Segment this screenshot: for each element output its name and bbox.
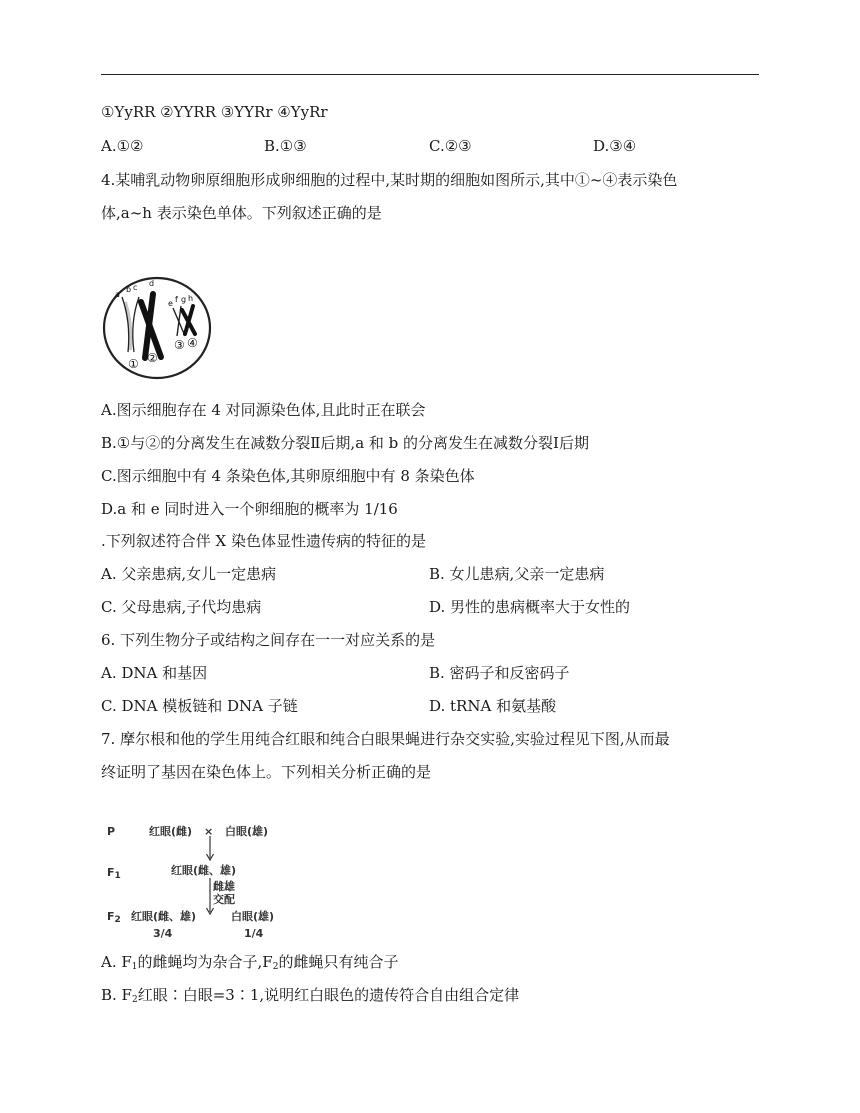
q4-option-a: A.图示细胞存在 4 对同源染色体,且此时正在联会 bbox=[101, 401, 426, 419]
chromosome-label-1: ① bbox=[128, 357, 139, 371]
f2-red-ratio: 3/4 bbox=[153, 927, 173, 940]
generation-f1-label: $F_1$ bbox=[107, 866, 121, 881]
meiosis-cell-figure bbox=[101, 272, 213, 384]
chromatid-label-h: h bbox=[188, 294, 194, 303]
generation-f2-label: $F_2$ bbox=[107, 910, 121, 925]
f2-white-phenotype: 白眼(雄) bbox=[231, 910, 275, 923]
q7-option-b: B. $F_2$红眼∶白眼=3∶1,说明红白眼色的遗传符合自由组合定律 bbox=[101, 986, 520, 1005]
q4-stem-line1: 4.某哺乳动物卵原细胞形成卵细胞的过程中,某时期的细胞如图所示,其中①~④表示染色 bbox=[101, 171, 678, 189]
q6-stem: 6. 下列生物分子或结构之间存在一一对应关系的是 bbox=[101, 631, 436, 649]
chromatid-label-e: e bbox=[168, 299, 173, 308]
q5-stem: .下列叙述符合伴 X 染色体显性遗传病的特征的是 bbox=[101, 532, 426, 550]
q6-option-d: D. tRNA 和氨基酸 bbox=[429, 697, 557, 715]
p-female-phenotype: 红眼(雌) bbox=[149, 825, 193, 838]
chromatid-label-g: g bbox=[181, 295, 187, 304]
cross-diagram bbox=[101, 818, 301, 943]
q5-option-d: D. 男性的患病概率大于女性的 bbox=[429, 598, 631, 616]
q3-option-c: C.②③ bbox=[429, 137, 472, 155]
q4-option-c: C.图示细胞中有 4 条染色体,其卵原细胞中有 8 条染色体 bbox=[101, 467, 475, 485]
q7-stem-line1: 7. 摩尔根和他的学生用纯合红眼和纯合白眼果蝇进行杂交实验,实验过程见下图,从而最 bbox=[101, 730, 670, 748]
mating-label-line2: 交配 bbox=[213, 893, 235, 906]
down-arrow-icon bbox=[203, 836, 217, 916]
mating-label-line1: 雌雄 bbox=[213, 880, 235, 893]
f2-white-ratio: 1/4 bbox=[244, 927, 264, 940]
q4-option-d: D.a 和 e 同时进入一个卵细胞的概率为 1/16 bbox=[101, 500, 398, 518]
q3-option-a: A.①② bbox=[101, 137, 144, 155]
f1-phenotype: 红眼(雌、雄) bbox=[171, 864, 237, 877]
chromatid-label-a: a bbox=[115, 290, 120, 299]
chromosome-label-3: ③ bbox=[174, 338, 185, 352]
q6-option-b: B. 密码子和反密码子 bbox=[429, 664, 570, 682]
q3-option-d: D.③④ bbox=[593, 137, 637, 155]
chromatid-label-d: d bbox=[149, 279, 155, 288]
q5-option-a: A. 父亲患病,女儿一定患病 bbox=[101, 565, 277, 583]
q6-option-a: A. DNA 和基因 bbox=[101, 664, 208, 682]
q4-stem-line2: 体,a~h 表示染色单体。下列叙述正确的是 bbox=[101, 204, 382, 222]
chromosome-label-4: ④ bbox=[187, 336, 198, 350]
chromatid-label-b: b bbox=[126, 285, 132, 294]
header-rule bbox=[101, 74, 759, 75]
q5-option-c: C. 父母患病,子代均患病 bbox=[101, 598, 262, 616]
q7-option-a: A. $F_1$的雌蝇均为杂合子$,F_2$的雌蝇只有纯合子 bbox=[101, 953, 399, 972]
q7-stem-line2: 终证明了基因在染色体上。下列相关分析正确的是 bbox=[101, 763, 432, 781]
q4-option-b: B.①与②的分离发生在减数分裂Ⅱ后期,a 和 b 的分离发生在减数分裂Ⅰ后期 bbox=[101, 434, 589, 452]
q5-option-b: B. 女儿患病,父亲一定患病 bbox=[429, 565, 605, 583]
p-male-phenotype: 白眼(雄) bbox=[225, 825, 269, 838]
f2-red-phenotype: 红眼(雌、雄) bbox=[131, 910, 197, 923]
cross-symbol: × bbox=[204, 825, 214, 838]
q6-option-c: C. DNA 模板链和 DNA 子链 bbox=[101, 697, 298, 715]
genotype-list: ①YyRR ②YYRR ③YYRr ④YyRr bbox=[101, 103, 328, 121]
q3-option-b: B.①③ bbox=[264, 137, 307, 155]
chromatid-label-f: f bbox=[175, 295, 178, 304]
chromosome-label-2: ② bbox=[147, 351, 158, 365]
chromatid-label-c: c bbox=[133, 283, 138, 292]
generation-p-label: P bbox=[107, 825, 116, 838]
